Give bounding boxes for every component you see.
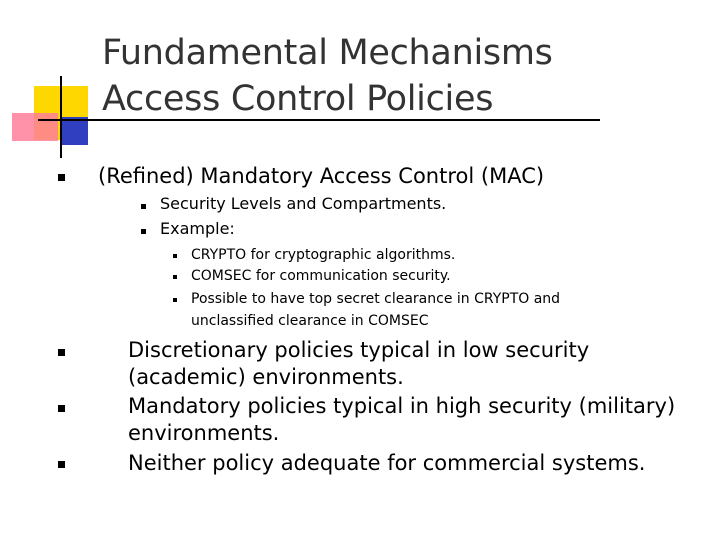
logo-vertical-line (60, 76, 62, 158)
bullet-item-discretionary-line-1: Discretionary policies typical in low security (128, 338, 590, 362)
title-line-1: Fundamental Mechanisms (102, 33, 553, 73)
bullet-square-icon (173, 275, 177, 279)
bullet-square-icon (173, 298, 177, 302)
bullet-item-mac: (Refined) Mandatory Access Control (MAC) (98, 164, 545, 188)
bullet-square-icon (173, 254, 177, 258)
example-clearance-line-2: unclassified clearance in COMSEC (191, 313, 429, 329)
example-crypto: CRYPTO for cryptographic algorithms. (191, 247, 456, 263)
logo-pink-square (12, 113, 58, 141)
example-clearance-line-1: Possible to have top secret clearance in CRYPTO and (191, 291, 561, 307)
subitem-security-levels: Security Levels and Compartments. (160, 194, 447, 213)
bullet-square-icon (141, 229, 146, 234)
bullet-square-icon (141, 204, 146, 209)
bullet-item-mandatory-line-2: environments. (128, 421, 280, 445)
slide-title (102, 30, 553, 122)
bullet-square-icon (58, 349, 65, 356)
logo-blue-square (60, 117, 88, 145)
title-line-2: Access Control Policies (102, 79, 494, 119)
bullet-item-discretionary-line-2: (academic) environments. (128, 365, 404, 389)
bullet-square-icon (58, 461, 65, 468)
example-comsec: COMSEC for communication security. (191, 268, 451, 284)
bullet-item-mandatory-line-1: Mandatory policies typical in high security (military) (128, 394, 676, 418)
bullet-item-commercial: Neither policy adequate for commercial systems. (128, 451, 646, 475)
subitem-example: Example: (160, 219, 235, 238)
bullet-square-icon (58, 405, 65, 412)
bullet-square-icon (58, 174, 65, 181)
